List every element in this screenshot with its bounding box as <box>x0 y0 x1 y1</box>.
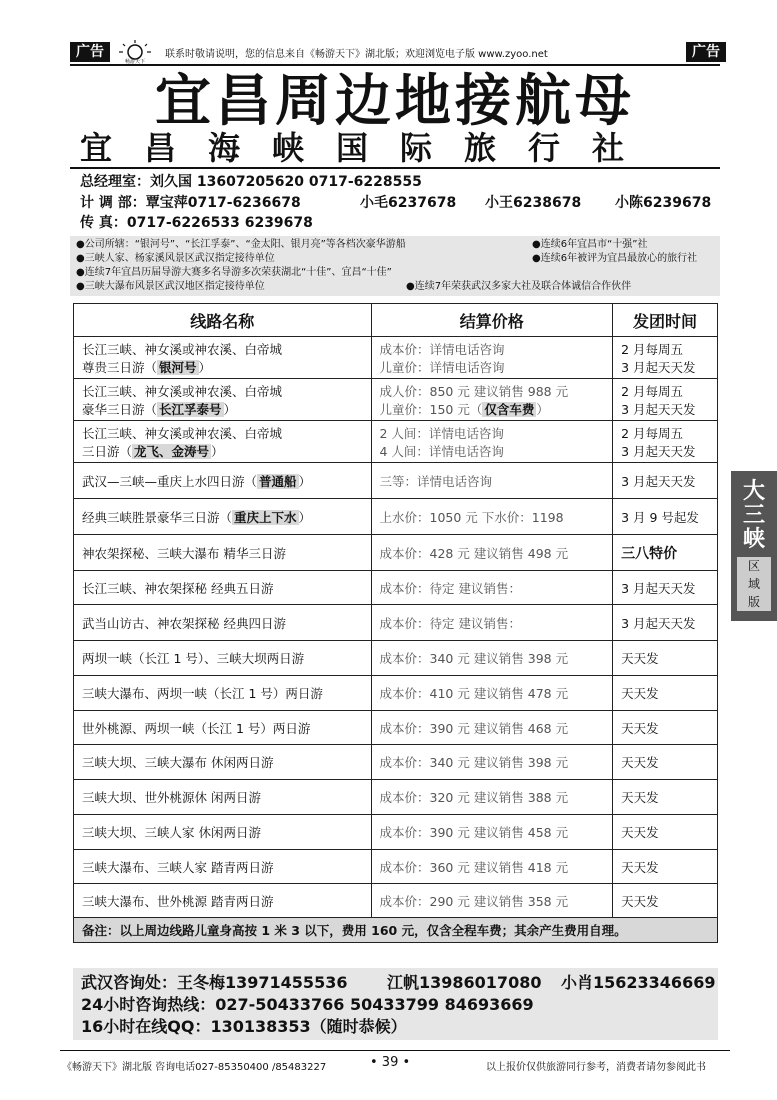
highlight-item: ●连续6年宜昌市“十强”社 <box>532 239 648 250</box>
route-date: 天天发 <box>613 711 718 745</box>
route-name: 三峡大坝、三峡大瀑布 休闲两日游 <box>74 745 372 780</box>
sun-logo-icon <box>115 38 155 64</box>
section-side-tab <box>731 471 777 621</box>
company-highlights <box>70 236 720 296</box>
table-row <box>74 571 718 605</box>
side-tab-title <box>731 471 777 551</box>
contact-fax: 传 真：0717-6226533 6239678 <box>80 215 313 231</box>
highlight-item: ●连续7年荣获武汉多家大社及联合体诚信合作伙伴 <box>406 281 632 292</box>
route-date: 3 月起天天发 <box>613 605 718 641</box>
table-note: 备注：以上周边线路儿童身高按 1 米 3 以下，费用 160 元，仅含全程车费；其余产生费用自理。 <box>74 918 718 943</box>
table-row <box>74 641 718 676</box>
route-price: 成本价：290 元 建议销售 358 元 <box>371 884 613 918</box>
route-name: 武汉—三峡—重庆上水四日游（ 普通船 ） <box>74 463 372 499</box>
route-name: 世外桃源、两坝一峡（长江 1 号）两日游 <box>74 711 372 745</box>
route-date: 天天发 <box>613 676 718 711</box>
route-price: 成本价：390 元 建议销售 458 元 <box>371 815 613 850</box>
route-name: 长江三峡、神女溪或神农溪、白帝城 尊贵三日游（ 银河号 ） <box>74 337 372 379</box>
route-date: 2 月每周五 3 月起天天发 <box>613 337 718 379</box>
main-title: 宜昌周边地接航母 <box>155 69 635 134</box>
route-date: 3 月 9 号起发 <box>613 499 718 535</box>
route-date-special: 三八特价 <box>613 535 718 571</box>
route-price: 成本价：待定 建议销售： <box>371 605 613 641</box>
hotline-line: 24小时咨询热线：027-50433766 50433799 84693669 <box>81 995 534 1014</box>
wuhan-contact-line1: 武汉咨询处：王冬梅13971455536 江帆13986017080 小肖15623346669 <box>81 973 716 992</box>
table-row <box>74 421 718 463</box>
route-price: 成本价：428 元 建议销售 498 元 <box>371 535 613 571</box>
route-price: 成本价：390 元 建议销售 468 元 <box>371 711 613 745</box>
title-rule <box>70 167 720 169</box>
route-name: 两坝一峡（长江 1 号）、三峡大坝两日游 <box>74 641 372 676</box>
dispatch-xiaomao: 小毛6237678 <box>360 195 457 211</box>
highlight-item: ●公司所辖：“银河号”、“长江孚泰”、“金太阳、银月亮”等各档次豪华游船 <box>76 239 406 250</box>
contact-manager: 总经理室：刘久国 13607205620 0717-6228555 <box>80 174 422 190</box>
side-tab-char: 三 <box>742 502 765 528</box>
table-row <box>74 884 718 918</box>
header-date: 发团时间 <box>613 304 718 337</box>
side-tab-subchar: 区 <box>747 559 760 573</box>
route-name: 经典三峡胜景豪华三日游（ 重庆上下水 ） <box>74 499 372 535</box>
route-date: 天天发 <box>613 815 718 850</box>
table-row <box>74 815 718 850</box>
dispatch-main: 计 调 部：覃宝萍0717-6236678 <box>80 195 301 211</box>
route-date: 天天发 <box>613 745 718 780</box>
route-date: 天天发 <box>613 780 718 815</box>
route-name: 武当山访古、神农架探秘 经典四日游 <box>74 605 372 641</box>
highlight-item: ●连续6年被评为宜昌最放心的旅行社 <box>532 253 698 264</box>
top-rule <box>70 64 720 66</box>
dispatch-xiaochen: 小陈6239678 <box>615 195 712 211</box>
route-name: 神农架探秘、三峡大瀑布 精华三日游 <box>74 535 372 571</box>
side-tab-subchar: 域 <box>747 577 760 591</box>
route-name: 三峡大瀑布、两坝一峡（长江 1 号）两日游 <box>74 676 372 711</box>
route-name: 三峡大瀑布、世外桃源 踏青两日游 <box>74 884 372 918</box>
highlight-item: ●连续7年宜昌历届导游大赛多名导游多次荣获湖北“十佳”、宜昌“十佳” <box>76 267 392 278</box>
side-tab-subtitle <box>737 557 771 611</box>
table-row <box>74 463 718 499</box>
route-date: 天天发 <box>613 884 718 918</box>
footer-left: 《畅游天下》湖北版 咨询电话027-85350400 /85483227 <box>62 1062 327 1073</box>
footer-rule <box>60 1050 730 1051</box>
wuhan-contact-box <box>73 968 718 1040</box>
table-row <box>74 780 718 815</box>
route-name: 长江三峡、神女溪或神农溪、白帝城 三日游（ 龙飞、金涛号 ） <box>74 421 372 463</box>
highlight-item: ●三峡大瀑布风景区武汉地区指定接待单位 <box>76 281 265 292</box>
route-name: 三峡大瀑布、三峡人家 踏青两日游 <box>74 850 372 884</box>
route-price: 上水价：1050 元 下水价：1198 <box>371 499 613 535</box>
route-name: 三峡大坝、世外桃源休 闲两日游 <box>74 780 372 815</box>
agency-name: 宜昌海峡国际旅行社 <box>80 129 657 167</box>
route-name: 三峡大坝、三峡人家 休闲两日游 <box>74 815 372 850</box>
side-tab-char: 大 <box>742 478 765 504</box>
routes-table <box>73 303 718 943</box>
table-row <box>74 745 718 780</box>
side-tab-char: 峡 <box>742 526 765 552</box>
table-header-row <box>74 304 718 337</box>
qq-line: 16小时在线QQ：130138353（随时恭候） <box>81 1017 407 1036</box>
contact-dispatch <box>80 193 712 213</box>
ad-label-right: 广告 <box>686 42 726 62</box>
route-name: 长江三峡、神农架探秘 经典五日游 <box>74 571 372 605</box>
route-price: 成本价：详情电话咨询 儿童价：详情电话咨询 <box>371 337 613 379</box>
route-price: 成本价：340 元 建议销售 398 元 <box>371 745 613 780</box>
route-date: 3 月起天天发 <box>613 571 718 605</box>
info-line: 联系时敬请说明，您的信息来自《畅游天下》湖北版；欢迎浏览电子版 www.zyoo.net <box>165 49 548 60</box>
header-route: 线路名称 <box>74 304 372 337</box>
route-price: 三等：详情电话咨询 <box>371 463 613 499</box>
table-row <box>74 605 718 641</box>
route-price: 成本价：360 元 建议销售 418 元 <box>371 850 613 884</box>
route-name: 长江三峡、神女溪或神农溪、白帝城 豪华三日游（ 长江孚泰号 ） <box>74 379 372 421</box>
ad-label-left: 广告 <box>70 42 110 62</box>
route-date: 3 月起天天发 <box>613 463 718 499</box>
dispatch-xiaowang: 小王6238678 <box>485 195 582 211</box>
route-date: 2 月每周五 3 月起天天发 <box>613 379 718 421</box>
header-price: 结算价格 <box>371 304 613 337</box>
route-price: 成本价：340 元 建议销售 398 元 <box>371 641 613 676</box>
highlight-item: ●三峡人家、杨家溪风景区武汉指定接待单位 <box>76 253 275 264</box>
logo-text: 畅游天下 <box>124 59 146 64</box>
route-price: 成本价：320 元 建议销售 388 元 <box>371 780 613 815</box>
table-row <box>74 379 718 421</box>
table-row <box>74 535 718 571</box>
page-number: • 39 • <box>370 1055 411 1070</box>
side-tab-subchar: 版 <box>747 595 760 609</box>
table-note-row <box>74 918 718 943</box>
route-date: 天天发 <box>613 850 718 884</box>
route-price: 2 人间：详情电话咨询 4 人间：详情电话咨询 <box>371 421 613 463</box>
footer-right: 以上报价仅供旅游同行参考，消费者请勿参阅此书 <box>486 1062 706 1073</box>
route-price: 成本价：待定 建议销售： <box>371 571 613 605</box>
route-price: 成人价：850 元 建议销售 988 元 儿童价：150 元（ 仅含车费 ） <box>371 379 613 421</box>
table-row <box>74 499 718 535</box>
table-row <box>74 850 718 884</box>
route-date: 2 月每周五 3 月起天天发 <box>613 421 718 463</box>
route-date: 天天发 <box>613 641 718 676</box>
route-price: 成本价：410 元 建议销售 478 元 <box>371 676 613 711</box>
table-row <box>74 337 718 379</box>
table-row <box>74 676 718 711</box>
table-row <box>74 711 718 745</box>
